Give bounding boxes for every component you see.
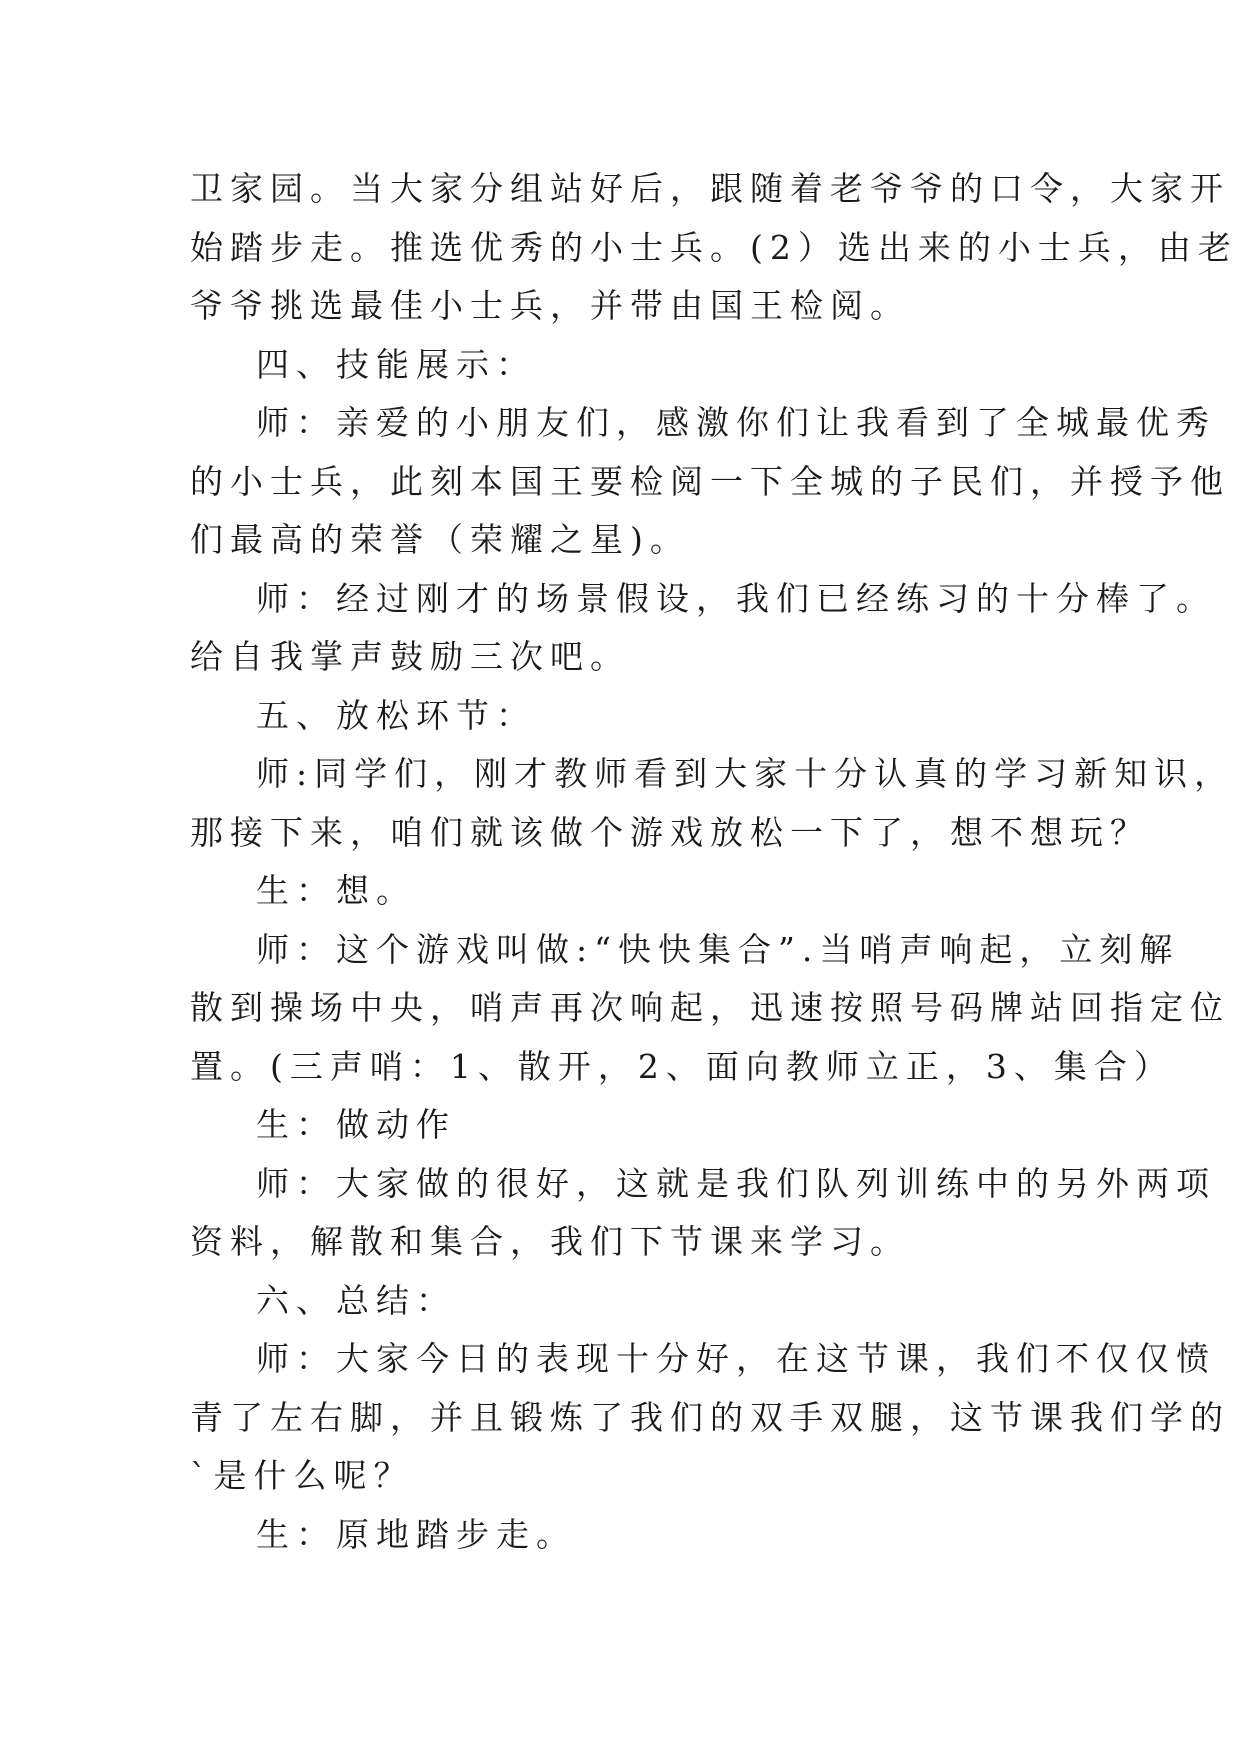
text-line: 生：想。 [256, 871, 416, 910]
text-line: 卫家园。当大家分组站好后，跟随着老爷爷的口令，大家开 [190, 169, 1230, 208]
text-line: 师:同学们，刚才教师看到大家十分认真的学习新知识， [256, 754, 1235, 793]
text-line: 资料，解散和集合，我们下节课来学习。 [190, 1222, 910, 1261]
text-line: 师：大家今日的表现十分好，在这节课，我们不仅仅愤 [256, 1339, 1216, 1378]
text-line: 青了左右脚，并且锻炼了我们的双手双腿，这节课我们学的 [190, 1397, 1230, 1437]
text-line: 爷爷挑选最佳小士兵，并带由国王检阅。 [190, 286, 910, 325]
text-line: 师：亲爱的小朋友们，感激你们让我看到了全城最优秀 [256, 403, 1216, 442]
text-line: 的小士兵，此刻本国王要检阅一下全城的子民们，并授予他 [190, 461, 1230, 501]
text-line: 始踏步走。推选优秀的小士兵。(2）选出来的小士兵，由老 [190, 227, 1238, 267]
text-line: `是什么呢？ [190, 1456, 414, 1495]
text-line: 们最高的荣誉（荣耀之星)。 [190, 520, 690, 559]
text-line: 给自我掌声鼓励三次吧。 [190, 637, 630, 676]
text-line: 师：这个游戏叫做:“快快集合”.当哨声响起，立刻解 [256, 929, 1180, 969]
text-line: 师：经过刚才的场景假设，我们已经练习的十分棒了。 [256, 578, 1216, 618]
document-body [190, 160, 1238, 1564]
text-line: 四、技能展示： [256, 344, 536, 384]
text-line: 那接下来，咱们就该做个游戏放松一下了，想不想玩？ [190, 812, 1150, 852]
text-line: 置。(三声哨：1、散开，2、面向教师立正，3、集合） [190, 1046, 1174, 1086]
text-line: 散到操场中央，哨声再次响起，迅速按照号码牌站回指定位 [190, 988, 1230, 1027]
text-line: 六、总结： [256, 1280, 456, 1320]
text-line: 五、放松环节： [256, 695, 536, 735]
text-line: 生：原地踏步走。 [256, 1514, 576, 1554]
text-line: 师：大家做的很好，这就是我们队列训练中的另外两项 [256, 1163, 1216, 1203]
text-line: 生：做动作 [256, 1105, 456, 1144]
